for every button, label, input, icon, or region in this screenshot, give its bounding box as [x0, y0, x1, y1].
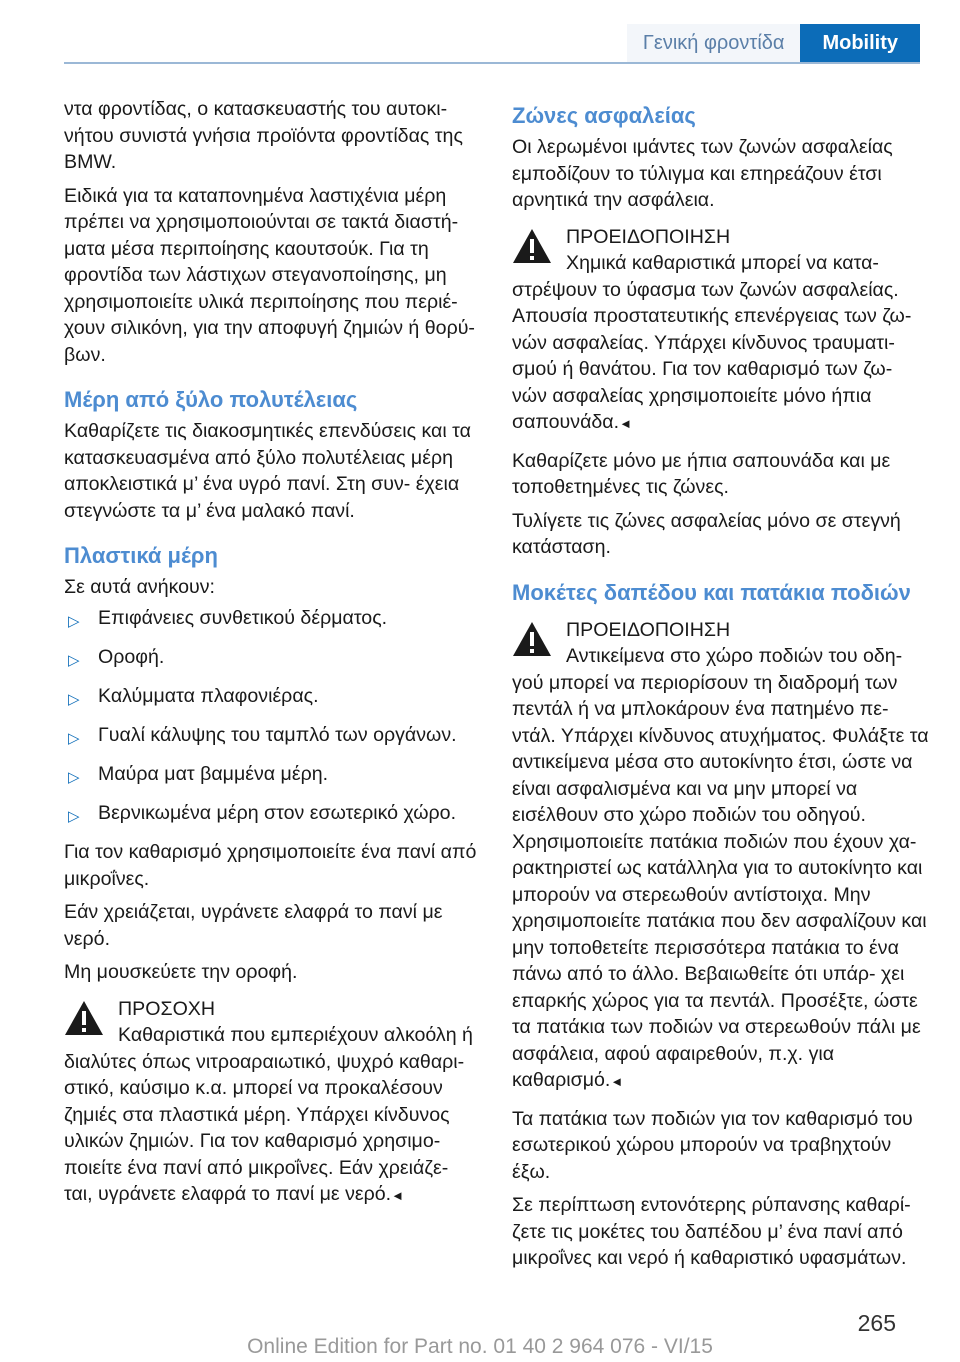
paragraph: Καθαρίζετε μόνο με ήπια σαπουνάδα και με τοποθετημένες τις ζώνες. — [512, 449, 891, 498]
caution-title: ΠΡΟΣΟΧΗ — [118, 997, 216, 1020]
list-item: ▷ Οροφή. — [64, 644, 482, 671]
section-heading-wood: Μέρη από ξύλο πολυτέλειας — [64, 387, 358, 412]
list-bullet-triangle-icon: ▷ — [68, 768, 80, 786]
end-mark: ◄ — [391, 1188, 404, 1204]
paragraph: Σε αυτά ανήκουν: — [64, 576, 215, 598]
caution-text: Καθαριστικά που εμπεριέχουν αλκοόλη ή διαλύτες όπως νιτροαραιωτικό, ψυχρό καθαρι‐ στικό, καύσιμο κ.α. μπορεί να προκαλέσουν ζημιές στα πλαστικά μέρη. Υπάρχει κίνδυνος υλικών ζημιών. Για τον καθαρισμό χρησιμο‐ ποιείτε ένα πανί από μικροΐνες. Εάν χρειάζε‐ ται, υγράνετε ελαφρά το πανί με νερό. — [64, 1024, 473, 1206]
warning-notice-mats — [512, 617, 930, 1096]
paragraph: Μη μουσκεύετε την οροφή. — [64, 961, 298, 984]
end-mark: ◄ — [619, 416, 632, 431]
right-column — [512, 96, 930, 1279]
warning-title: ΠΡΟΕΙΔΟΠΟΙΗΣΗ — [566, 225, 731, 248]
list-item: ▷ Βερνικωμένα μέρη στον εσωτερικό χώρο. — [64, 800, 482, 827]
list-item: ▷ Καλύμματα πλαφονιέρας. — [64, 683, 482, 710]
paragraph: Οι λερωμένοι ιμάντες των ζωνών ασφαλείας εμποδίζουν το τύλιγμα και επηρεάζουν έτσι αρνητικά την ασφάλεια. — [512, 136, 893, 211]
section-heading-plastic: Πλαστικά μέρη — [64, 543, 218, 568]
paragraph: Καθαρίζετε τις διακοσμητικές επενδύσεις και τα κατασκευασμένα από ξύλο πολυτέλειας μέρη αποκλειστικά μ’ ένα υγρό πανί. Στη συν‐ έχεια στεγνώστε τα μ’ ένα μαλακό πανί. — [64, 420, 471, 522]
footer-edition: Online Edition for Part no. 01 40 2 964 076 - VI/15 — [247, 1335, 713, 1358]
paragraph: Ειδικά για τα καταπονημένα λαστιχένια μέρη πρέπει να χρησιμοποιούνται σε τακτά διαστή‐ ματα μέσα περιποίησης καουτσούκ. Για τη φροντίδα των λάστιχων στεγανοποίησης, μη χρησιμοποιείτε υλικά περιποίησης που περιέ‐ χουν σιλικόνη, για την αποφυγή ζημιών ή θορύ‐ βων. — [64, 184, 475, 366]
section-heading-seat-belts: Ζώνες ασφαλείας — [512, 103, 696, 128]
tab-mobility[interactable]: Mobility — [800, 24, 920, 62]
list-bullet-triangle-icon: ▷ — [68, 651, 80, 669]
warning-triangle-icon — [512, 228, 552, 264]
warning-notice-belts — [512, 224, 930, 438]
list-bullet-triangle-icon: ▷ — [68, 807, 80, 825]
tab-general-care[interactable]: Γενική φροντίδα — [627, 24, 801, 62]
page-number: 265 — [857, 1310, 896, 1336]
warning-triangle-icon — [512, 621, 552, 657]
paragraph: Σε περίπτωση εντονότερης ρύπανσης καθαρί‐ ζετε τις μοκέτες του δαπέδου μ’ ένα πανί από μικροΐνες και νερό ή καθαριστικό υφασμάτων. — [512, 1194, 911, 1269]
warning-triangle-icon — [64, 1000, 104, 1036]
header-tabs — [627, 24, 920, 62]
left-column — [64, 96, 482, 1220]
warning-text: Χημικά καθαριστικά μπορεί να κατα‐ στρέψουν το ύφασμα των ζωνών ασφαλείας. Απουσία προστατευτικής επενέργειας των ζω‐ νών ασφαλείας. Υπάρχει κίνδυνος τραυματι‐ σμού ή θανάτου. Για τον καθαρισμό των ζω‐ νών ασφαλείας χρησιμοποιείτε μόνο ήπια σαπουνάδα. — [512, 252, 912, 433]
header-rule — [64, 62, 920, 64]
list-item: ▷ Γυαλί κάλυψης του ταμπλό των οργάνων. — [64, 722, 482, 749]
paragraph: Για τον καθαρισμό χρησιμοποιείτε ένα πανί από μικροΐνες. — [64, 841, 477, 890]
paragraph: ντα φροντίδας, ο κατασκευαστής του αυτοκι‐ νήτου συνιστά γνήσια προϊόντα φροντίδας της BMW. — [64, 98, 463, 173]
plastic-parts-list — [64, 605, 482, 827]
list-bullet-triangle-icon: ▷ — [68, 729, 80, 747]
caution-notice — [64, 996, 482, 1210]
paragraph: Εάν χρειάζεται, υγράνετε ελαφρά το πανί με νερό. — [64, 901, 443, 950]
warning-text: Αντικείμενα στο χώρο ποδιών του οδη‐ γού μπορεί να περιορίσουν τη διαδρομή των πεντάλ ή να μπλοκάρουν ένα πατημένο πε‐ ντάλ. Υπάρχει κίνδυνος ατυχήματος. Φυλάξτε τα αντικείμενα μέσα στο αυτοκίνητο έτσι, ώστε να είναι ασφαλισμένα και να μην μπορεί να εισέλθουν στο χώρο ποδιών του οδηγού. Χρησιμοποιείτε πατάκια ποδιών που έχουν χα‐ ρακτηριστεί ως κατάλληλα για το αυτοκίνητο και μπορούν να στερεωθούν αντίστοιχα. Μην χρησιμοποιείτε πατάκια που δεν ασφαλίζουν και μην τοποθετείτε περισσότερα πατάκια το ένα πάνω από το άλλο. Βεβαιωθείτε ότι υπάρ‐ χει επαρκής χώρος για τα πεντάλ. Προσέξτε, ώστε τα πατάκια των ποδιών να στερεωθούν πάλι με ασφάλεια, αφού αφαιρεθούν, π.χ. για καθαρισμό. — [512, 645, 929, 1091]
warning-title: ΠΡΟΕΙΔΟΠΟΙΗΣΗ — [566, 618, 731, 641]
section-heading-floor-mats: Μοκέτες δαπέδου και πατάκια ποδιών — [512, 579, 911, 605]
list-item: ▷ Μαύρα ματ βαμμένα μέρη. — [64, 761, 482, 788]
list-item: ▷ Επιφάνειες συνθετικού δέρματος. — [64, 605, 482, 632]
paragraph: Τυλίγετε τις ζώνες ασφαλείας μόνο σε στεγνή κατάσταση. — [512, 509, 901, 558]
paragraph: Τα πατάκια των ποδιών για τον καθαρισμό του εσωτερικού χώρου μπορούν να τραβηχτούν έξω. — [512, 1107, 913, 1183]
list-bullet-triangle-icon: ▷ — [68, 690, 80, 708]
list-bullet-triangle-icon: ▷ — [68, 612, 80, 630]
end-mark: ◄ — [610, 1074, 624, 1089]
